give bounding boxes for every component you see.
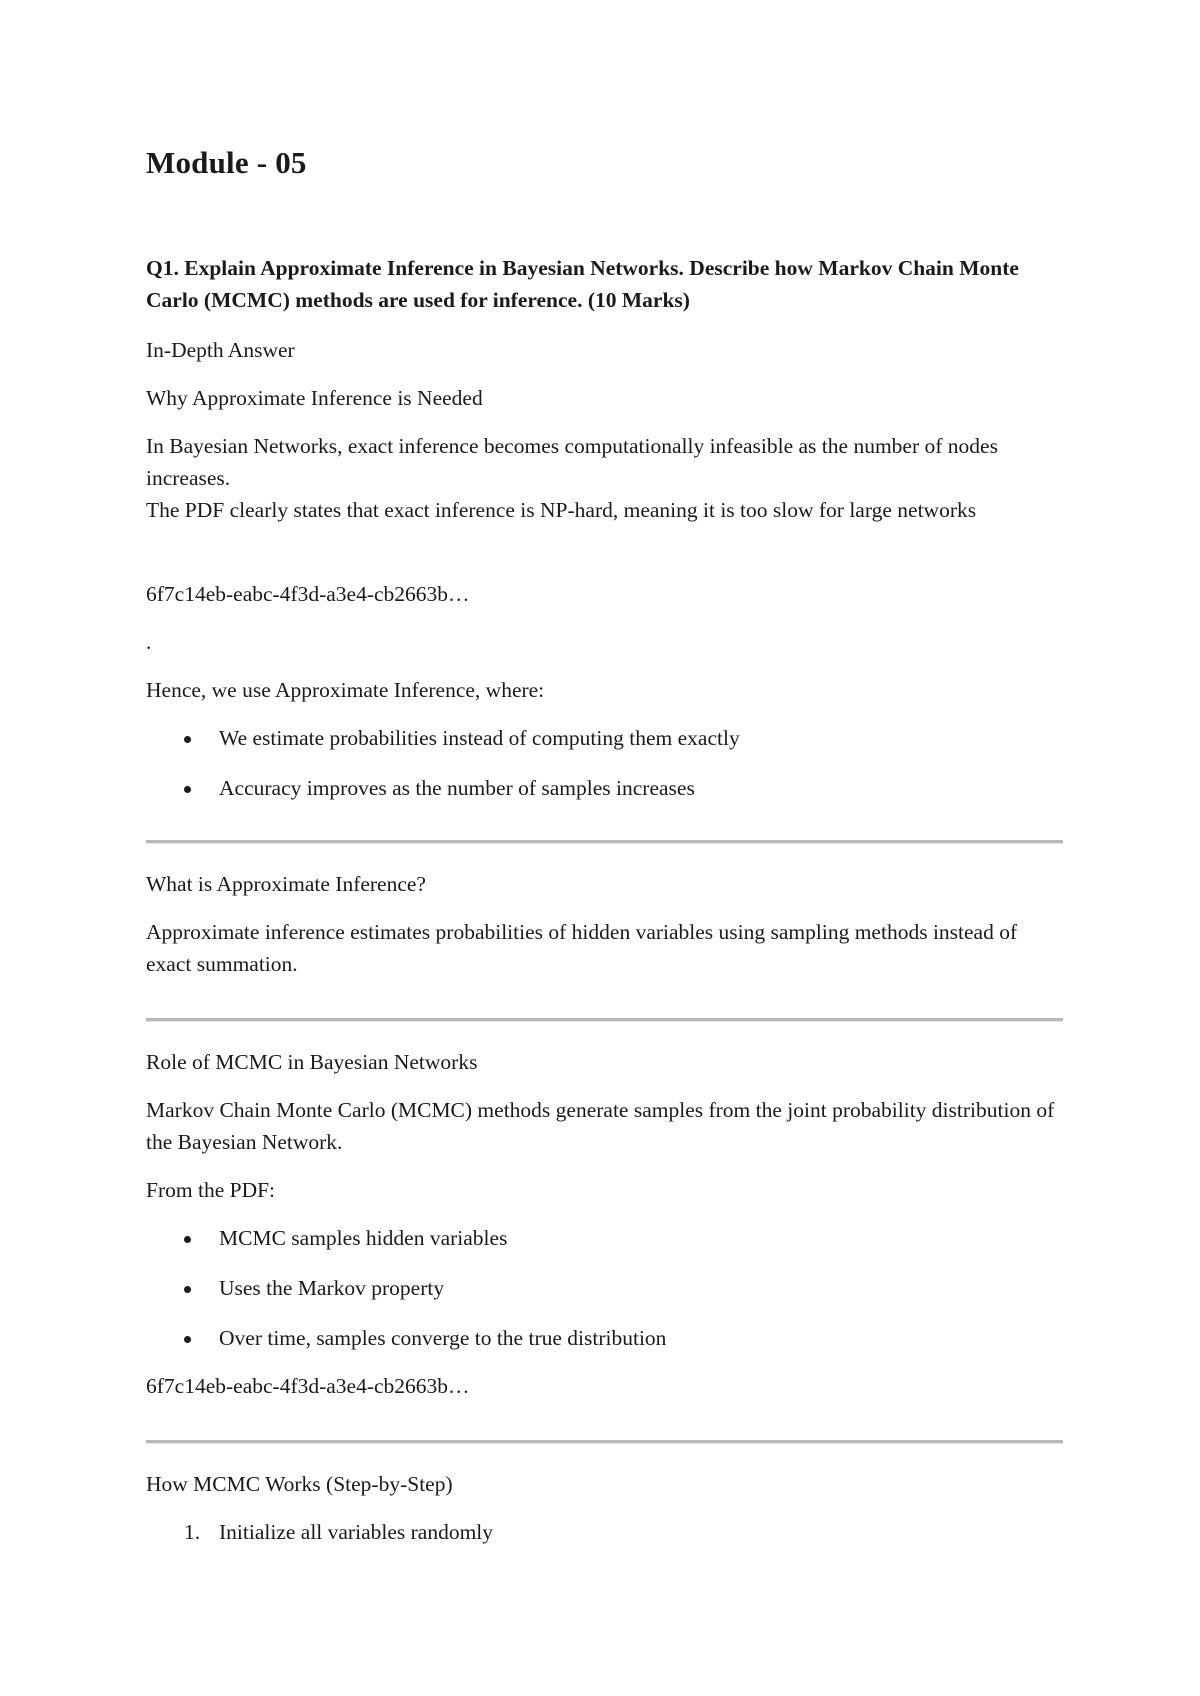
- list-item: We estimate probabilities instead of computing them exactly: [146, 722, 740, 772]
- citation-ref-1: 6f7c14eb-eabc-4f3d-a3e4-cb2663b…: [146, 582, 470, 606]
- horizontal-rule: [146, 840, 1063, 844]
- steps-list: [146, 1516, 493, 1566]
- why-para-line2: The PDF clearly states that exact inference is NP-hard, meaning it is too slow for large networks: [146, 498, 977, 522]
- dot-line: .: [146, 630, 152, 654]
- horizontal-rule: [146, 1440, 1063, 1444]
- list-item: MCMC samples hidden variables: [146, 1222, 666, 1272]
- list-item: Accuracy improves as the number of samples increases: [146, 772, 740, 822]
- role-heading: Role of MCMC in Bayesian Networks: [146, 1050, 478, 1074]
- question-heading: Q1. Explain Approximate Inference in Bayesian Networks. Describe how Markov Chain Monte Carlo (MCMC) methods are used for inference. (10 Marks): [146, 256, 1019, 312]
- hence-text: Hence, we use Approximate Inference, where:: [146, 678, 545, 702]
- what-para: Approximate inference estimates probabilities of hidden variables using sampling methods instead of exact summation.: [146, 920, 1018, 976]
- why-heading: Why Approximate Inference is Needed: [146, 386, 483, 410]
- horizontal-rule: [146, 1018, 1063, 1022]
- how-heading: How MCMC Works (Step-by-Step): [146, 1472, 453, 1496]
- in-depth-label: In-Depth Answer: [146, 338, 295, 362]
- list-item: Uses the Markov property: [146, 1272, 666, 1322]
- from-pdf-label: From the PDF:: [146, 1178, 276, 1202]
- role-para: Markov Chain Monte Carlo (MCMC) methods generate samples from the joint probability distribution of the Bayesian Network.: [146, 1098, 1055, 1154]
- what-heading: What is Approximate Inference?: [146, 872, 426, 896]
- hence-bullet-list: [146, 722, 740, 822]
- bullet-dot-icon: [184, 1236, 191, 1243]
- citation-ref-2: 6f7c14eb-eabc-4f3d-a3e4-cb2663b…: [146, 1374, 470, 1398]
- list-item: Over time, samples converge to the true distribution: [146, 1322, 666, 1372]
- step-number: 1.: [184, 1520, 201, 1544]
- bullet-dot-icon: [184, 736, 191, 743]
- bullet-dot-icon: [184, 1336, 191, 1343]
- module-title: Module - 05: [146, 145, 307, 180]
- role-bullet-list: [146, 1222, 666, 1372]
- bullet-dot-icon: [184, 786, 191, 793]
- bullet-dot-icon: [184, 1286, 191, 1293]
- why-para-line1: In Bayesian Networks, exact inference becomes computationally infeasible as the number of nodes increases.: [146, 434, 998, 490]
- list-item: 1. Initialize all variables randomly: [146, 1516, 493, 1566]
